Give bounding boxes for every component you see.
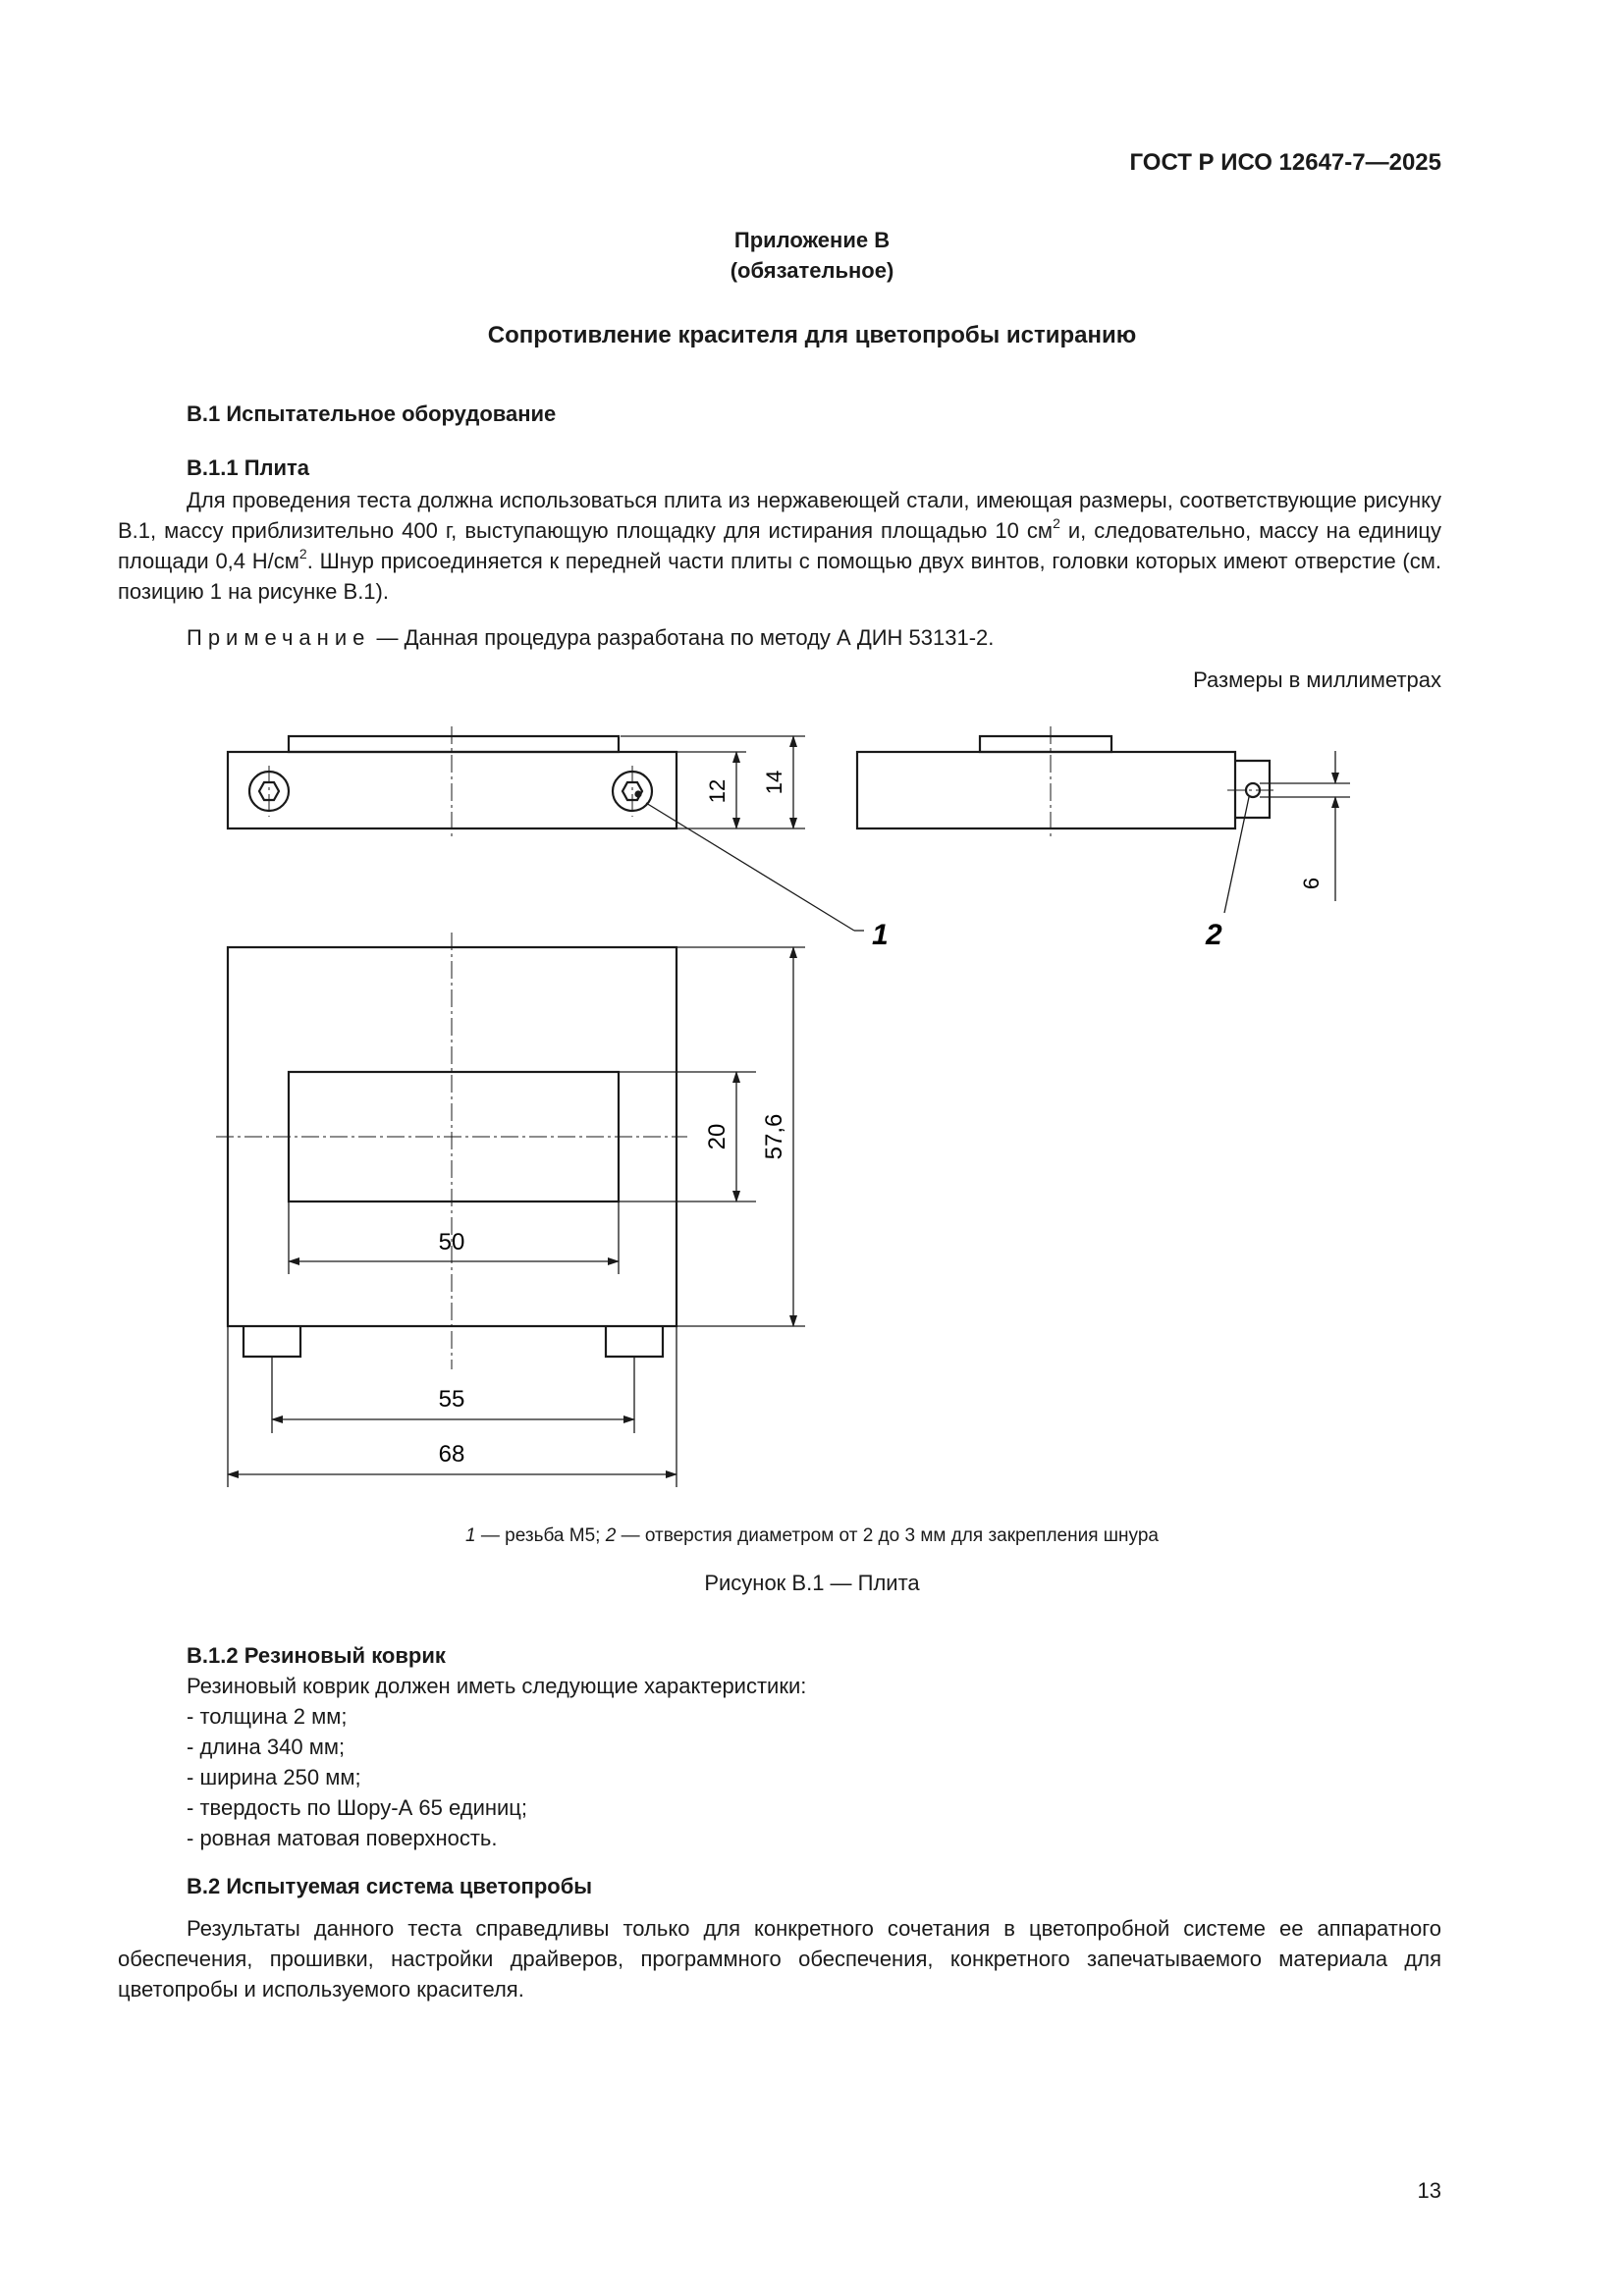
dimension-57-6: 57,6: [761, 1113, 787, 1160]
superscript: 2: [298, 545, 307, 561]
list-item: - ровная матовая поверхность.: [187, 1826, 498, 1850]
figure-title: Рисунок В.1 — Плита: [704, 1571, 920, 1595]
plate-side-view: [857, 752, 1235, 828]
dimension-6: 6: [1299, 877, 1324, 890]
section-b1-heading: В.1 Испытательное оборудование: [187, 401, 557, 426]
list-item: - толщина 2 мм;: [187, 1704, 348, 1729]
dimension-50: 50: [438, 1229, 465, 1255]
section-b11-heading: В.1.1 Плита: [187, 455, 310, 480]
units-note: Размеры в миллиметрах: [1193, 667, 1441, 692]
cord-lug: [1235, 761, 1270, 818]
dimension-55: 55: [438, 1386, 465, 1413]
section-b12-heading: В.1.2 Резиновый коврик: [187, 1643, 446, 1668]
annex-title: Приложение В: [733, 228, 891, 252]
callout-2: 2: [1206, 919, 1222, 951]
note-label: Примечание: [187, 625, 371, 650]
legend-text: — отверстия диаметром от 2 до 3 мм для закрепления шнура: [616, 1525, 1159, 1546]
list-item: - длина 340 мм;: [187, 1735, 346, 1759]
callout-1: 1: [872, 919, 889, 951]
legend-text: — резьба М5;: [475, 1525, 606, 1546]
superscript: 2: [1053, 514, 1060, 531]
legend-number: 1: [465, 1525, 476, 1546]
annex-heading: Сопротивление красителя для цветопробы истиранию: [487, 322, 1137, 348]
section-b12-intro: Резиновый коврик должен иметь следующие характеристики:: [187, 1674, 807, 1698]
section-b2-heading: В.2 Испытуемая система цветопробы: [187, 1874, 593, 1898]
annex-status: (обязательное): [730, 258, 894, 283]
paragraph-text: Для проведения теста должна использоваться плита из нержавеющей стали, имеющая размеры, соответствующие рисунку В.1, массу приблизительно 400 г, выступающую площадку для истирания площадью 10 см: [118, 488, 1441, 543]
foot-right: [606, 1326, 663, 1357]
abrasion-pad-side: [980, 736, 1111, 752]
abrasion-pad-front: [289, 736, 619, 752]
paragraph-text: и, следовательно, массу на единицу площади 0,4 Н/см: [118, 518, 1441, 573]
paragraph-text: . Шнур присоединяется к передней части плиты с помощью двух винтов, головки которых имеют отверстие (см. позицию 1 на рисунке В.1).: [118, 549, 1441, 604]
dimension-12: 12: [705, 778, 730, 804]
dimension-20: 20: [704, 1123, 731, 1150]
foot-left: [244, 1326, 300, 1357]
figure-legend: [0, 1525, 1624, 1547]
dimension-68: 68: [438, 1441, 465, 1468]
page-number: 13: [1417, 2178, 1441, 2203]
dimension-14: 14: [762, 770, 786, 795]
section-b2-paragraph: Результаты данного теста справедливы только для конкретного сочетания в цветопробной системе ее аппаратного обеспечения, прошивки, настройки драйверов, программного обеспечения, конкретного запечатываемого материала для цветопробы и используемого красителя.: [118, 1916, 1441, 2002]
list-item: - ширина 250 мм;: [187, 1765, 361, 1789]
list-item: - твердость по Шору-А 65 единиц;: [187, 1795, 528, 1820]
note-text: — Данная процедура разработана по методу А ДИН 53131-2.: [370, 625, 995, 650]
legend-number: 2: [605, 1525, 617, 1546]
document-code: ГОСТ Р ИСО 12647-7—2025: [1129, 149, 1441, 176]
